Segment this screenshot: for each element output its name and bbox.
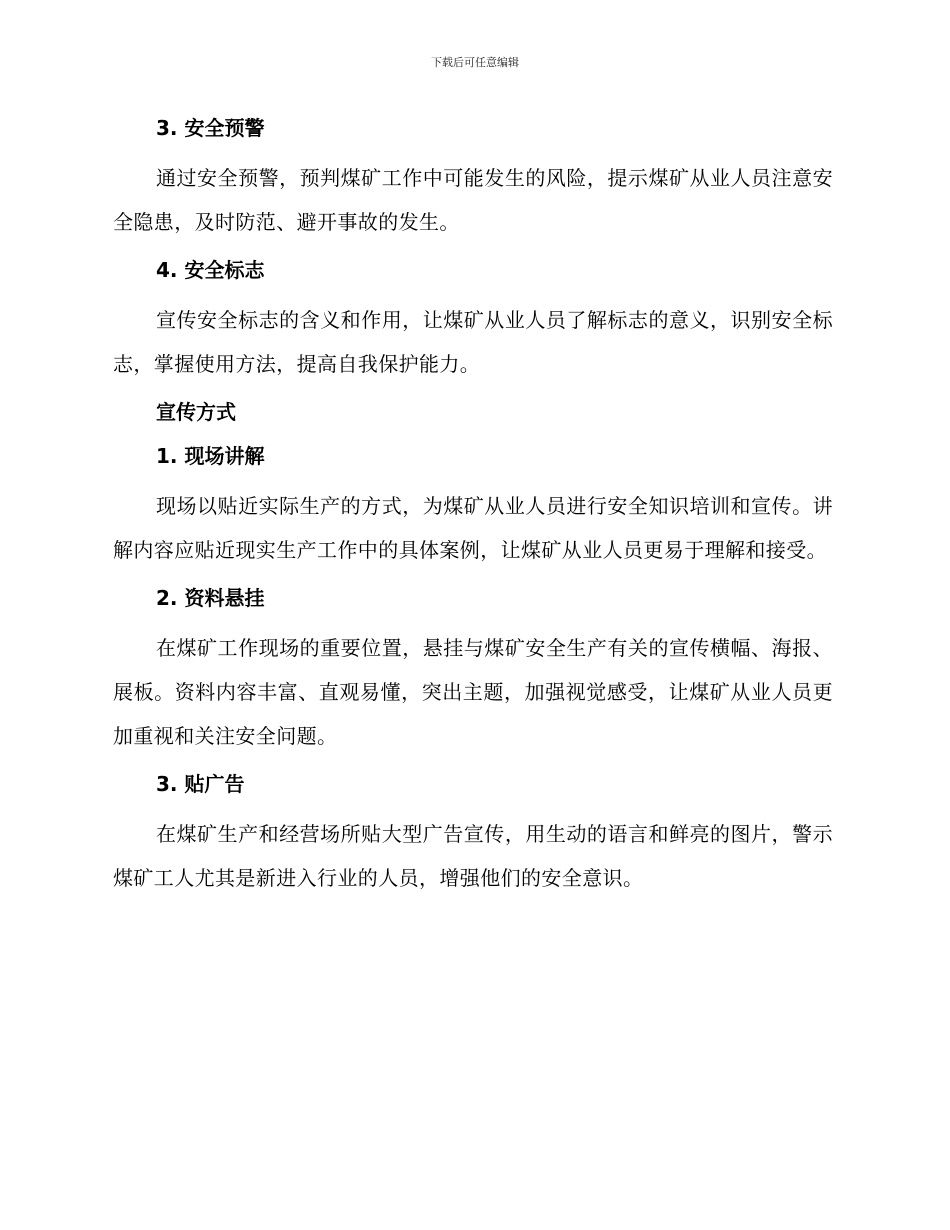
paragraph-safety-signs: 宣传安全标志的含义和作用，让煤矿从业人员了解标志的意义，识别安全标志，掌握使用方法，提高自我保护能力。 — [113, 308, 833, 376]
document-body — [113, 112, 833, 900]
section-heading-publicity-methods: 宣传方式 — [156, 400, 236, 424]
paragraph-posting-ads: 在煤矿生产和经营场所贴大型广告宣传，用生动的语言和鲜亮的图片，警示煤矿工人尤其是新进入行业的人员，增强他们的安全意识。 — [113, 822, 833, 890]
section-heading-posting-ads: 3. 贴广告 — [156, 772, 245, 796]
paragraph-material-hanging: 在煤矿工作现场的重要位置，悬挂与煤矿安全生产有关的宣传横幅、海报、展板。资料内容丰富、直观易懂，突出主题，加强视觉感受，让煤矿从业人员更加重视和关注安全问题。 — [113, 636, 833, 748]
section-heading-material-hanging: 2. 资料悬挂 — [156, 586, 265, 610]
paragraph-onsite-explanation: 现场以贴近实际生产的方式，为煤矿从业人员进行安全知识培训和宣传。讲解内容应贴近现实生产工作中的具体案例，让煤矿从业人员更易于理解和接受。 — [113, 494, 833, 562]
paragraph-safety-warning: 通过安全预警，预判煤矿工作中可能发生的风险，提示煤矿从业人员注意安全隐患，及时防范、避开事故的发生。 — [113, 166, 833, 234]
section-heading-safety-signs: 4. 安全标志 — [156, 258, 265, 282]
section-heading-onsite-explanation: 1. 现场讲解 — [156, 444, 265, 468]
section-heading-safety-warning: 3. 安全预警 — [156, 116, 265, 140]
page-header: 下载后可任意编辑 — [431, 56, 519, 69]
